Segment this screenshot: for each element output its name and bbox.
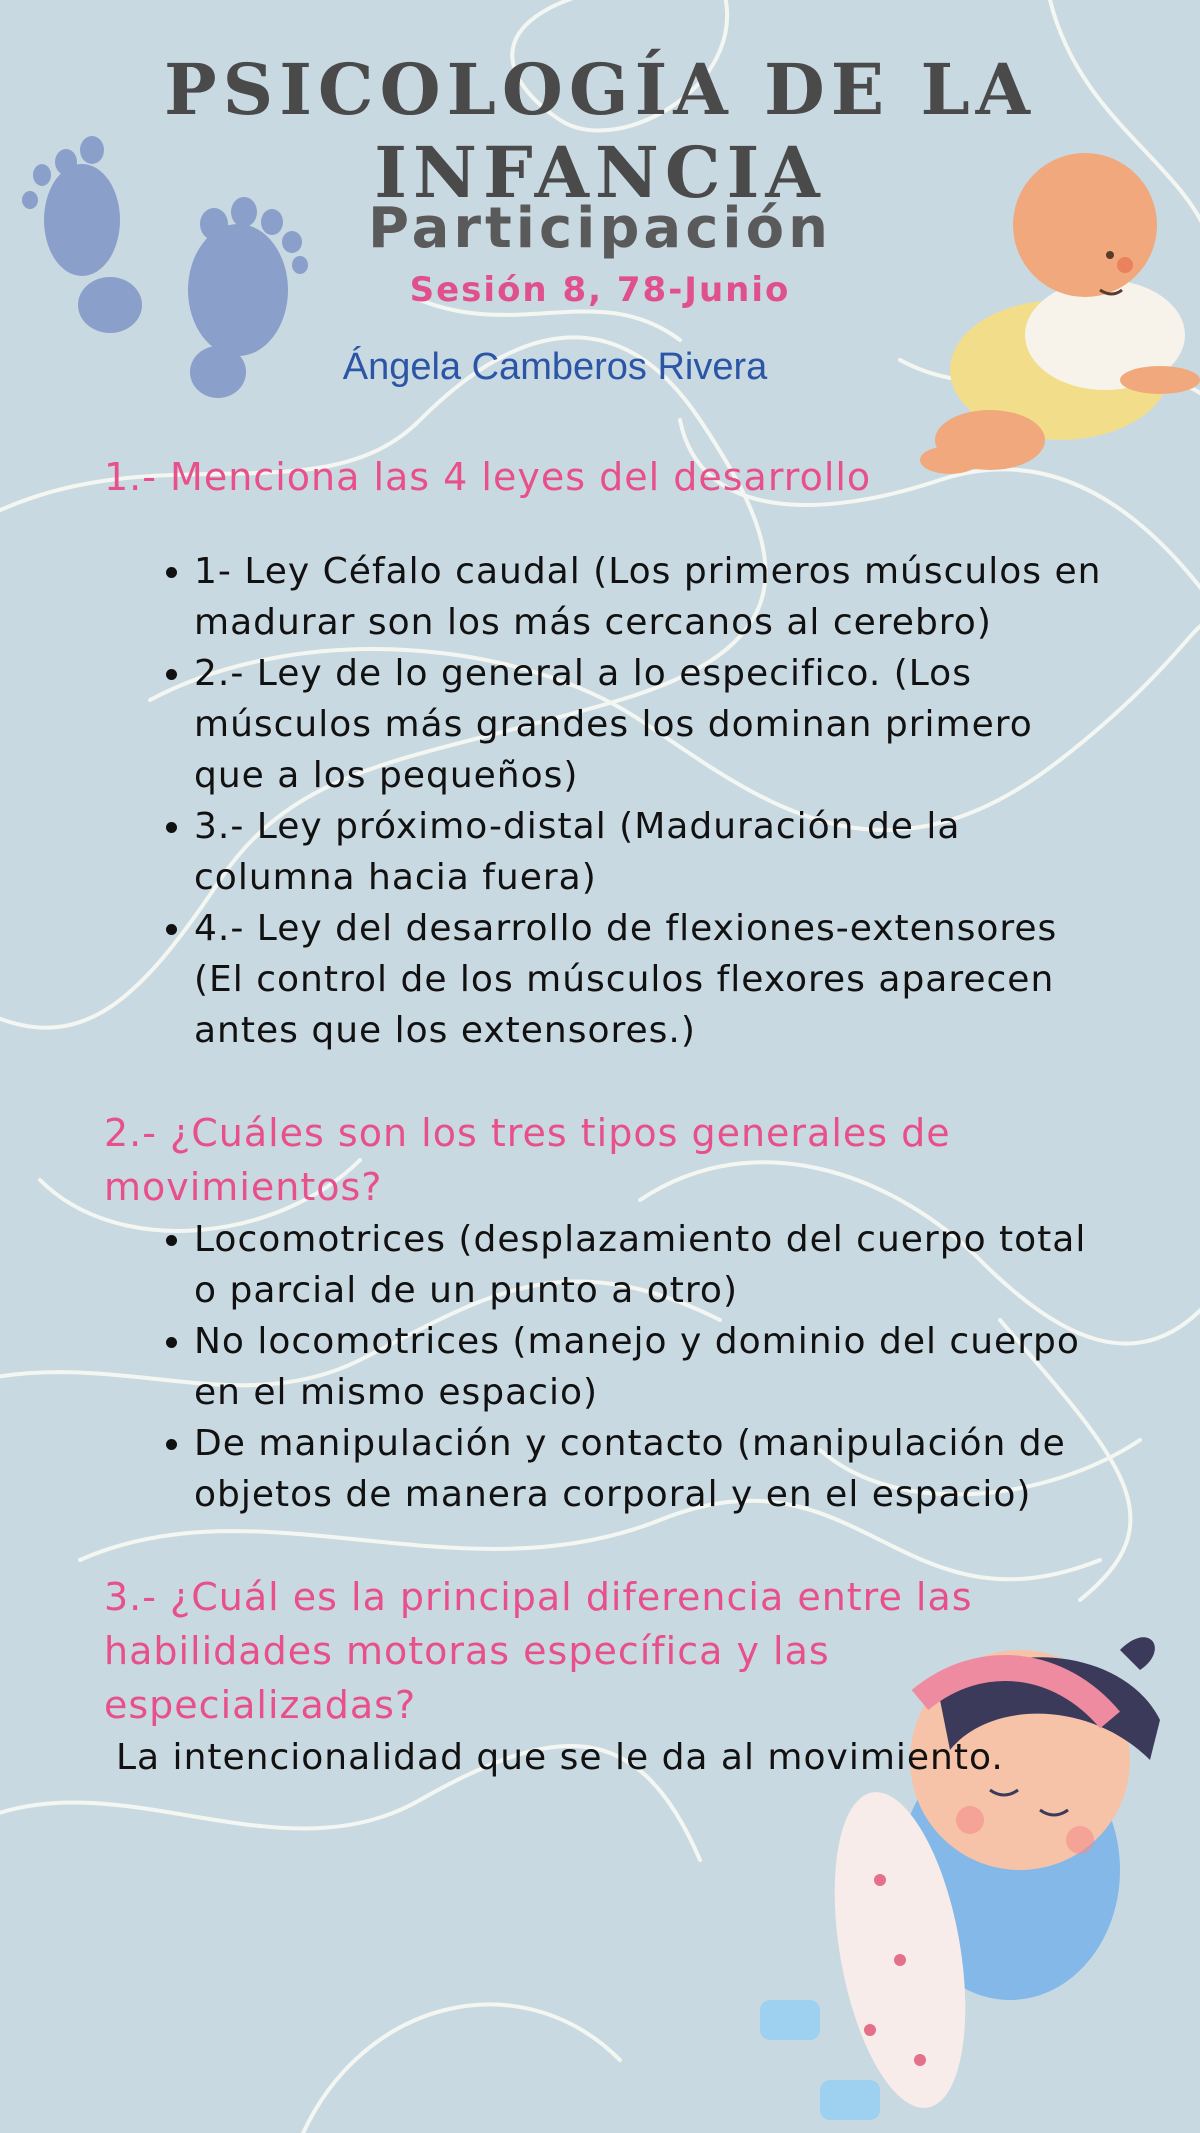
list-item: • De manipulación y contacto (manipulación de objetos de manera corporal y en el espacio) bbox=[194, 1418, 1104, 1520]
list-item: • 4.- Ley del desarrollo de flexiones-extensores (El control de los músculos flexores aparecen antes que los extensores.) bbox=[194, 903, 1104, 1056]
question-1: 1.- Menciona las 4 leyes del desarrollo bbox=[104, 455, 872, 499]
question-2: 2.- ¿Cuáles son los tres tipos generales de movimientos? bbox=[104, 1111, 951, 1209]
list-item: • 3.- Ley próximo-distal (Maduración de la columna hacia fuera) bbox=[194, 801, 1104, 903]
list-item: • 2.- Ley de lo general a lo especifico. (Los músculos más grandes los dominan primero que a los pequeños) bbox=[194, 648, 1104, 801]
author-name: Ángela Camberos Rivera bbox=[342, 346, 768, 388]
answer-3: La intencionalidad que se le da al movimiento. bbox=[116, 1737, 1004, 1778]
page-title: PSICOLOGÍA DE LA INFANCIA bbox=[164, 48, 1036, 214]
list-item: • No locomotrices (manejo y dominio del cuerpo en el mismo espacio) bbox=[194, 1316, 1104, 1418]
session-label: Sesión 8, 78-Junio bbox=[409, 270, 791, 310]
question-3: 3.- ¿Cuál es la principal diferencia entre las habilidades motoras específica y las especializadas? bbox=[104, 1575, 973, 1727]
content-body bbox=[104, 450, 1104, 1783]
list-item: • Locomotrices (desplazamiento del cuerpo total o parcial de un punto a otro) bbox=[194, 1214, 1104, 1316]
movements-list bbox=[104, 1214, 1104, 1520]
subtitle: Participación bbox=[368, 196, 832, 261]
laws-list bbox=[104, 546, 1104, 1056]
list-item: • 1- Ley Céfalo caudal (Los primeros músculos en madurar son los más cercanos al cerebro) bbox=[194, 546, 1104, 648]
